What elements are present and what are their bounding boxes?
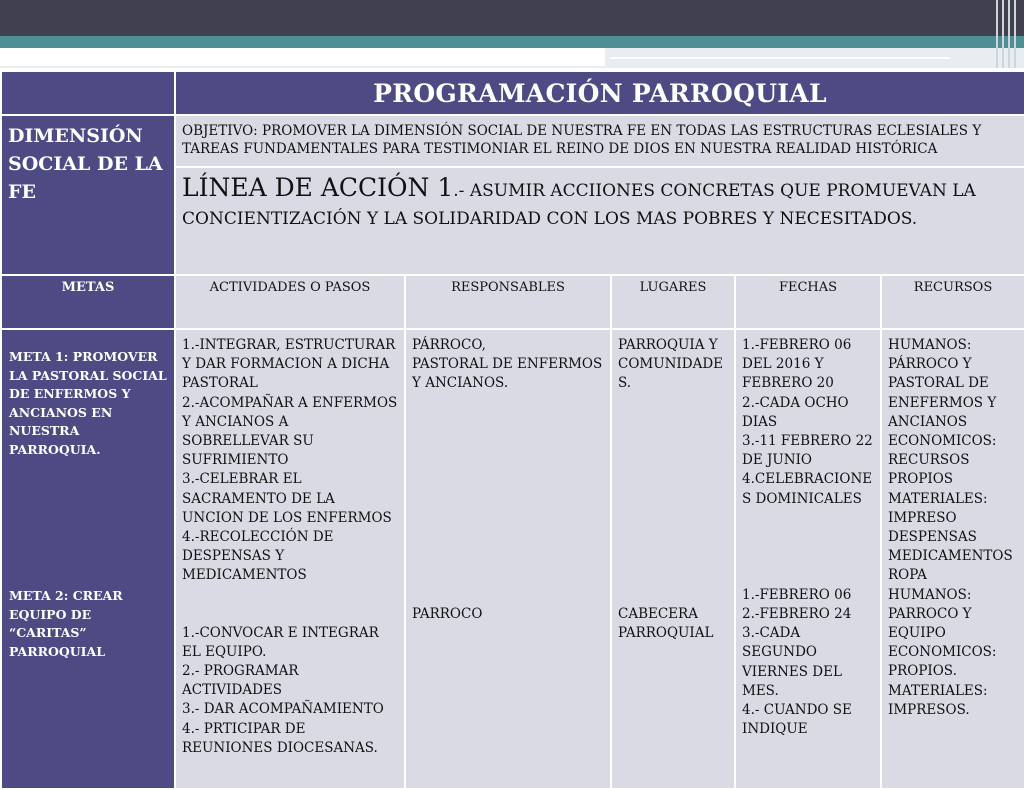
fecha-1-1: 1.-FEBRERO 06 DEL 2016 Y FEBRERO 20 <box>742 337 852 392</box>
metas-column <box>1 329 175 789</box>
recurso-2-1: HUMANOS: PARROCO Y EQUIPO <box>888 586 972 642</box>
white-decorative-strip <box>0 48 605 66</box>
fecha-2-3: 3.-CADA SEGUNDO VIERNES DEL MES. <box>742 625 842 699</box>
header-metas: METAS <box>1 275 175 329</box>
recurso-2-2: ECONOMICOS: PROPIOS. <box>888 644 997 680</box>
accent-line <box>610 57 950 59</box>
fecha-2-4: 4.- CUANDO SE INDIQUE <box>742 702 852 738</box>
fecha-2-2: 2.-FEBRERO 24 <box>742 606 852 623</box>
header-fechas: FECHAS <box>735 275 881 329</box>
actividades-column <box>175 329 405 789</box>
header-lugares: LUGARES <box>611 275 735 329</box>
programacion-table <box>0 70 1024 790</box>
linea-lead: LÍNEA DE ACCIÓN 1 <box>182 173 454 202</box>
actividad-1-3: 3.-CELEBRAR EL SACRAMENTO DE LA UNCION DE LOS ENFERMOS <box>182 471 392 526</box>
recurso-1-3: MATERIALES: IMPRESO DESPENSAS MEDICAMENTOS ROPA <box>888 490 1013 584</box>
recurso-1-2: ECONOMICOS: RECURSOS PROPIOS <box>888 433 997 488</box>
responsable-2-1: PARROCO <box>412 605 483 622</box>
responsable-1-2: PASTORAL DE ENFERMOS Y ANCIANOS. <box>412 356 603 392</box>
actividad-1-1: 1.-INTEGRAR, ESTRUCTURAR Y DAR FORMACION A DICHA PASTORAL <box>182 337 396 392</box>
fecha-1-2: 2.-CADA OCHO DIAS <box>742 394 849 430</box>
actividad-2-1: 1.-CONVOCAR E INTEGRAR EL EQUIPO. <box>182 624 379 660</box>
recurso-2-3: MATERIALES: IMPRESOS. <box>888 682 988 718</box>
actividad-1-2: 2.-ACOMPAÑAR A ENFERMOS Y ANCIANOS A SOBRELLEVAR SU SUFRIMIENTO <box>182 394 398 469</box>
corner-cell <box>1 71 175 115</box>
recurso-1-1: HUMANOS: PÁRROCO Y PASTORAL DE ENEFERMOS Y ANCIANOS <box>888 337 997 430</box>
fecha-1-4: 4.CELEBRACIONE S DOMINICALES <box>742 471 873 507</box>
table-title: PROGRAMACIÓN PARROQUIAL <box>175 71 1024 115</box>
linea-de-accion <box>175 167 1024 275</box>
top-decorative-band <box>0 0 1024 36</box>
header-recursos: RECURSOS <box>881 275 1024 329</box>
header-actividades: ACTIVIDADES O PASOS <box>175 275 405 329</box>
responsable-1-1: PÁRROCO, <box>412 337 486 353</box>
dimension-label: DIMENSIÓN SOCIAL DE LA FE <box>1 115 175 275</box>
responsables-column <box>405 329 611 789</box>
fecha-2-1: 1.-FEBRERO 06 <box>742 586 852 603</box>
recursos-column <box>881 329 1024 789</box>
meta-1-text: META 1: PROMOVER LA PASTORAL SOCIAL DE ENFERMOS Y ANCIANOS EN NUESTRA PARROQUIA. <box>9 349 167 457</box>
objetivo-text: OBJETIVO: PROMOVER LA DIMENSIÓN SOCIAL DE NUESTRA FE EN TODAS LAS ESTRUCTURAS ECLESIALES Y TAREAS FUNDAMENTALES PARA TESTIMONIAR EL REINO DE DIOS EN NUESTRA REALIDAD HISTÓRICA <box>175 115 1024 167</box>
lugar-1-1: PARROQUIA Y COMUNIDADE S. <box>618 337 723 392</box>
fechas-column <box>735 329 881 789</box>
lugares-column <box>611 329 735 789</box>
linea-text: .- ASUMIR ACCIIONES CONCRETAS QUE PROMUEVAN LA CONCIENTIZACIÓN Y LA SOLIDARIDAD CON LOS MAS POBRES Y NECESITADOS. <box>182 181 976 229</box>
teal-decorative-band <box>0 36 1024 48</box>
vertical-stripes-decoration <box>992 0 1024 68</box>
lugar-2-1: CABECERA PARROQUIAL <box>618 605 714 641</box>
header-responsables: RESPONSABLES <box>405 275 611 329</box>
actividad-1-4: 4.-RECOLECCIÓN DE DESPENSAS Y MEDICAMENTOS <box>182 529 334 584</box>
fecha-1-3: 3.-11 FEBRERO 22 DE JUNIO <box>742 433 873 469</box>
actividad-2-3: 3.- DAR ACOMPAÑAMIENTO <box>182 701 384 718</box>
actividad-2-4: 4.- PRTICIPAR DE REUNIONES DIOCESANAS. <box>182 720 378 756</box>
meta-2-text: META 2: CREAR EQUIPO DE “CARITAS” PARROQUIAL <box>9 588 123 659</box>
actividad-2-2: 2.- PROGRAMAR ACTIVIDADES <box>182 663 299 699</box>
